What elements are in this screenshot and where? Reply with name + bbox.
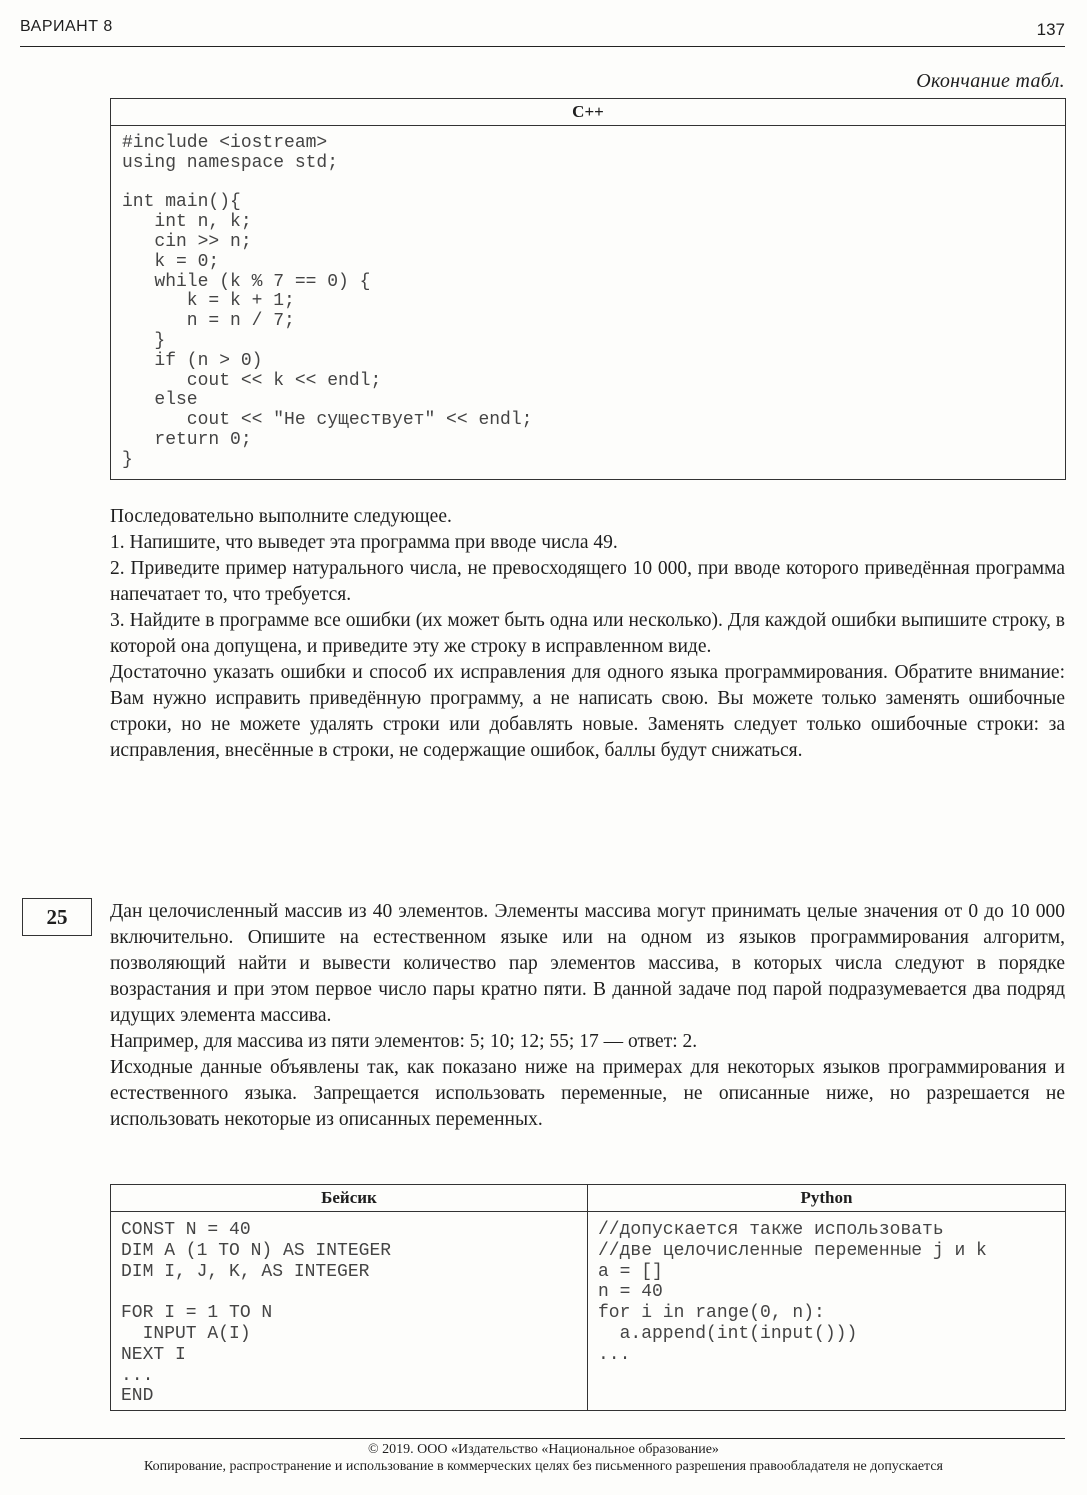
cpp-code-block: #include <iostream> using namespace std; int main(){ int n, k; cin >> n; k = 0; while (k % 7 == 0) { k = k + 1; n = n / 7; } if (n > 0) cout << k << endl; else cout << "Не существует" << endl; return 0; } — [122, 133, 533, 470]
task-25-statement — [110, 899, 1065, 1133]
copyright-line: © 2019. ООО «Издательство «Национальное образование» — [368, 1442, 719, 1457]
cpp-code-table — [110, 98, 1066, 480]
basic-column-header: Бейсик — [111, 1185, 587, 1212]
paragraph: Например, для массива из пяти элементов: 5; 10; 12; 55; 17 — ответ: 2. — [110, 1031, 698, 1052]
declarations-table — [110, 1184, 1066, 1411]
paragraph: Дан целочисленный массив из 40 элементов. Элементы массива могут принимать целые значения от 0 до 10 000 включительно. Опишите на естественном языке или на одном из языков программирования алгоритм, позволяющий найти и вывести количество пар элементов массива, в которых числа следуют в порядке возрастания и при этом первое число пары кратно пяти. В данной задаче под парой подразумевается два подряд идущих элемента массива. — [110, 901, 1065, 1026]
python-code-block: //допускается также использовать //две целочисленные переменные j и k a = [] n = 40 for i in range(0, n): a.append(int(input())) ... — [598, 1220, 987, 1365]
paragraph: Исходные данные объявлены так, как показано ниже на примерах для некоторых языков программирования и естественного языка. Запрещается использовать переменные, не описанные ниже, но разрешается не использовать некоторые из описанных переменных. — [110, 1057, 1065, 1130]
variant-label: ВАРИАНТ 8 — [20, 18, 113, 35]
paragraph: 1. Напишите, что выведет эта программа при вводе числа 49. — [110, 532, 618, 553]
basic-code-block: CONST N = 40 DIM A (1 TO N) AS INTEGER DIM I, J, K, AS INTEGER FOR I = 1 TO N INPUT A(I) NEXT I ... END — [121, 1220, 392, 1407]
paragraph: Последовательно выполните следующее. — [110, 506, 452, 527]
cpp-table-header: C++ — [111, 99, 1065, 126]
paragraph: 3. Найдите в программе все ошибки (их может быть одна или несколько). Для каждой ошибки выпишите строку, в которой она допущена, и приведите эту же строку в исправленном виде. — [110, 610, 1065, 657]
footer-divider — [20, 1438, 1065, 1439]
python-column-header: Python — [588, 1185, 1065, 1212]
python-column — [588, 1185, 1065, 1410]
paragraph: 2. Приведите пример натурального числа, не превосходящего 10 000, при вводе которого приведённая программа напечатает то, что требуется. — [110, 558, 1065, 605]
basic-column — [111, 1185, 588, 1410]
paragraph: Достаточно указать ошибки и способ их исправления для одного языка программирования. Обратите внимание: Вам нужно исправить приведённую программу, а не написать свою. Вы можете только заменять ошибочные строки, но не можете удалять строки или добавлять новые. Заменять следует только ошибочные строки: за исправления, внесённые в строки, не содержащие ошибок, баллы будут снижаться. — [110, 662, 1065, 761]
copyright-notice: Копирование, распространение и использование в коммерческих целях без письменного разрешения правообладателя не допускается — [144, 1459, 943, 1474]
task-number-badge: 25 — [22, 898, 92, 936]
header-divider — [20, 46, 1065, 47]
page-number: 137 — [1036, 20, 1065, 39]
task-24-instructions — [110, 504, 1065, 764]
table-caption: Окончание табл. — [916, 70, 1065, 92]
